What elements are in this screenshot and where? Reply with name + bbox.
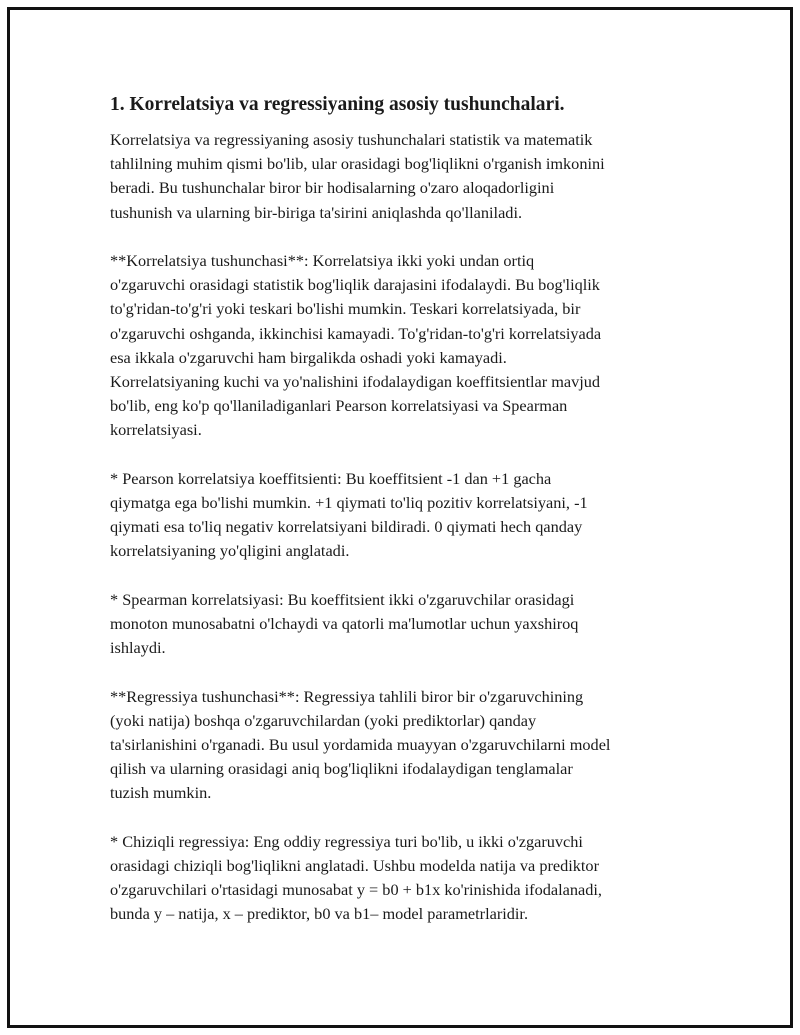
text-line: **Regressiya tushunchasi**: Regressiya tahlili biror bir o'zgaruvchining [110,686,584,706]
text-line: beradi. Bu tushunchalar biror bir hodisalarning o'zaro aloqadorligini [110,178,555,198]
text-line: bo'lib, eng ko'p qo'llaniladiganlari Pearson korrelatsiyasi va Spearman [110,396,568,416]
text-line: qiymati esa to'liq negativ korrelatsiyani bildiradi. 0 qiymati hech qanday [110,517,583,537]
text-line: to'g'ridan-to'g'ri yoki teskari bo'lishi mumkin. Teskari korrelatsiyada, bir [110,299,581,319]
document-body [110,92,690,927]
text-line: qilish va ularning orasidagi aniq bog'liqlikni ifodalaydigan tenglamalar [110,759,573,779]
text-line: **Korrelatsiya tushunchasi**: Korrelatsiya ikki yoki undan ortiq [110,251,535,270]
text-line: * Chiziqli regressiya: Eng oddiy regressiya turi bo'lib, u ikki o'zgaruvchi [110,831,583,851]
text-line: o'zgaruvchi orasidagi statistik bog'liqlik darajasini ifodalaydi. Bu bog'liqlik [110,275,600,295]
paragraph [110,588,690,661]
section-title: 1. Korrelatsiya va regressiyaning asosiy tushunchalari. [110,94,565,115]
text-line: Korrelatsiyaning kuchi va yo'nalishini ifodalaydigan koeffitsientlar mavjud [110,372,601,392]
text-line: korrelatsiyaning yo'qligini anglatadi. [110,541,350,561]
text-line: monoton munosabatni o'lchaydi va qatorli ma'lumotlar uchun yaxshiroq [110,614,579,634]
text-line: * Pearson korrelatsiya koeffitsienti: Bu koeffitsient -1 dan +1 gacha [110,468,552,488]
text-line: esa ikkala o'zgaruvchi ham birgalikda oshadi yoki kamayadi. [110,347,507,367]
paragraph [110,128,690,225]
text-line: orasidagi chiziqli bog'liqlikni anglatadi. Ushbu modelda natija va prediktor [110,856,599,876]
paragraph [110,830,690,927]
text-line: tuzish mumkin. [110,783,212,803]
text-line: tahlilning muhim qismi bo'lib, ular orasidagi bog'liqlikni o'rganish imkonini [110,154,605,174]
text-line: (yoki natija) boshqa o'zgaruvchilardan (yoki prediktorlar) qanday [110,710,537,730]
text-line: tushunish va ularning bir-biriga ta'sirini aniqlashda qo'llaniladi. [110,202,523,222]
text-line: qiymatga ega bo'lishi mumkin. +1 qiymati to'liq pozitiv korrelatsiyani, -1 [110,493,588,513]
text-line: korrelatsiyasi. [110,420,202,440]
text-line: bunda y – natija, x – prediktor, b0 va b1– model parametrlaridir. [110,904,529,924]
text-line: ta'sirlanishini o'rganadi. Bu usul yordamida muayyan o'zgaruvchilarni model [110,735,611,755]
text-line: Korrelatsiya va regressiyaning asosiy tushunchalari statistik va matematik [110,130,593,149]
paragraph [110,249,690,443]
text-line: ishlaydi. [110,638,166,658]
text-line: * Spearman korrelatsiyasi: Bu koeffitsient ikki o'zgaruvchilar orasidagi [110,589,575,609]
paragraph [110,467,690,564]
paragraph [110,685,690,806]
text-line: o'zgaruvchilari o'rtasidagi munosabat y = b0 + b1x ko'rinishida ifodalanadi, [110,880,602,900]
text-line: o'zgaruvchi oshganda, ikkinchisi kamayadi. To'g'ridan-to'g'ri korrelatsiyada [110,323,602,343]
paragraph-list [110,128,690,927]
